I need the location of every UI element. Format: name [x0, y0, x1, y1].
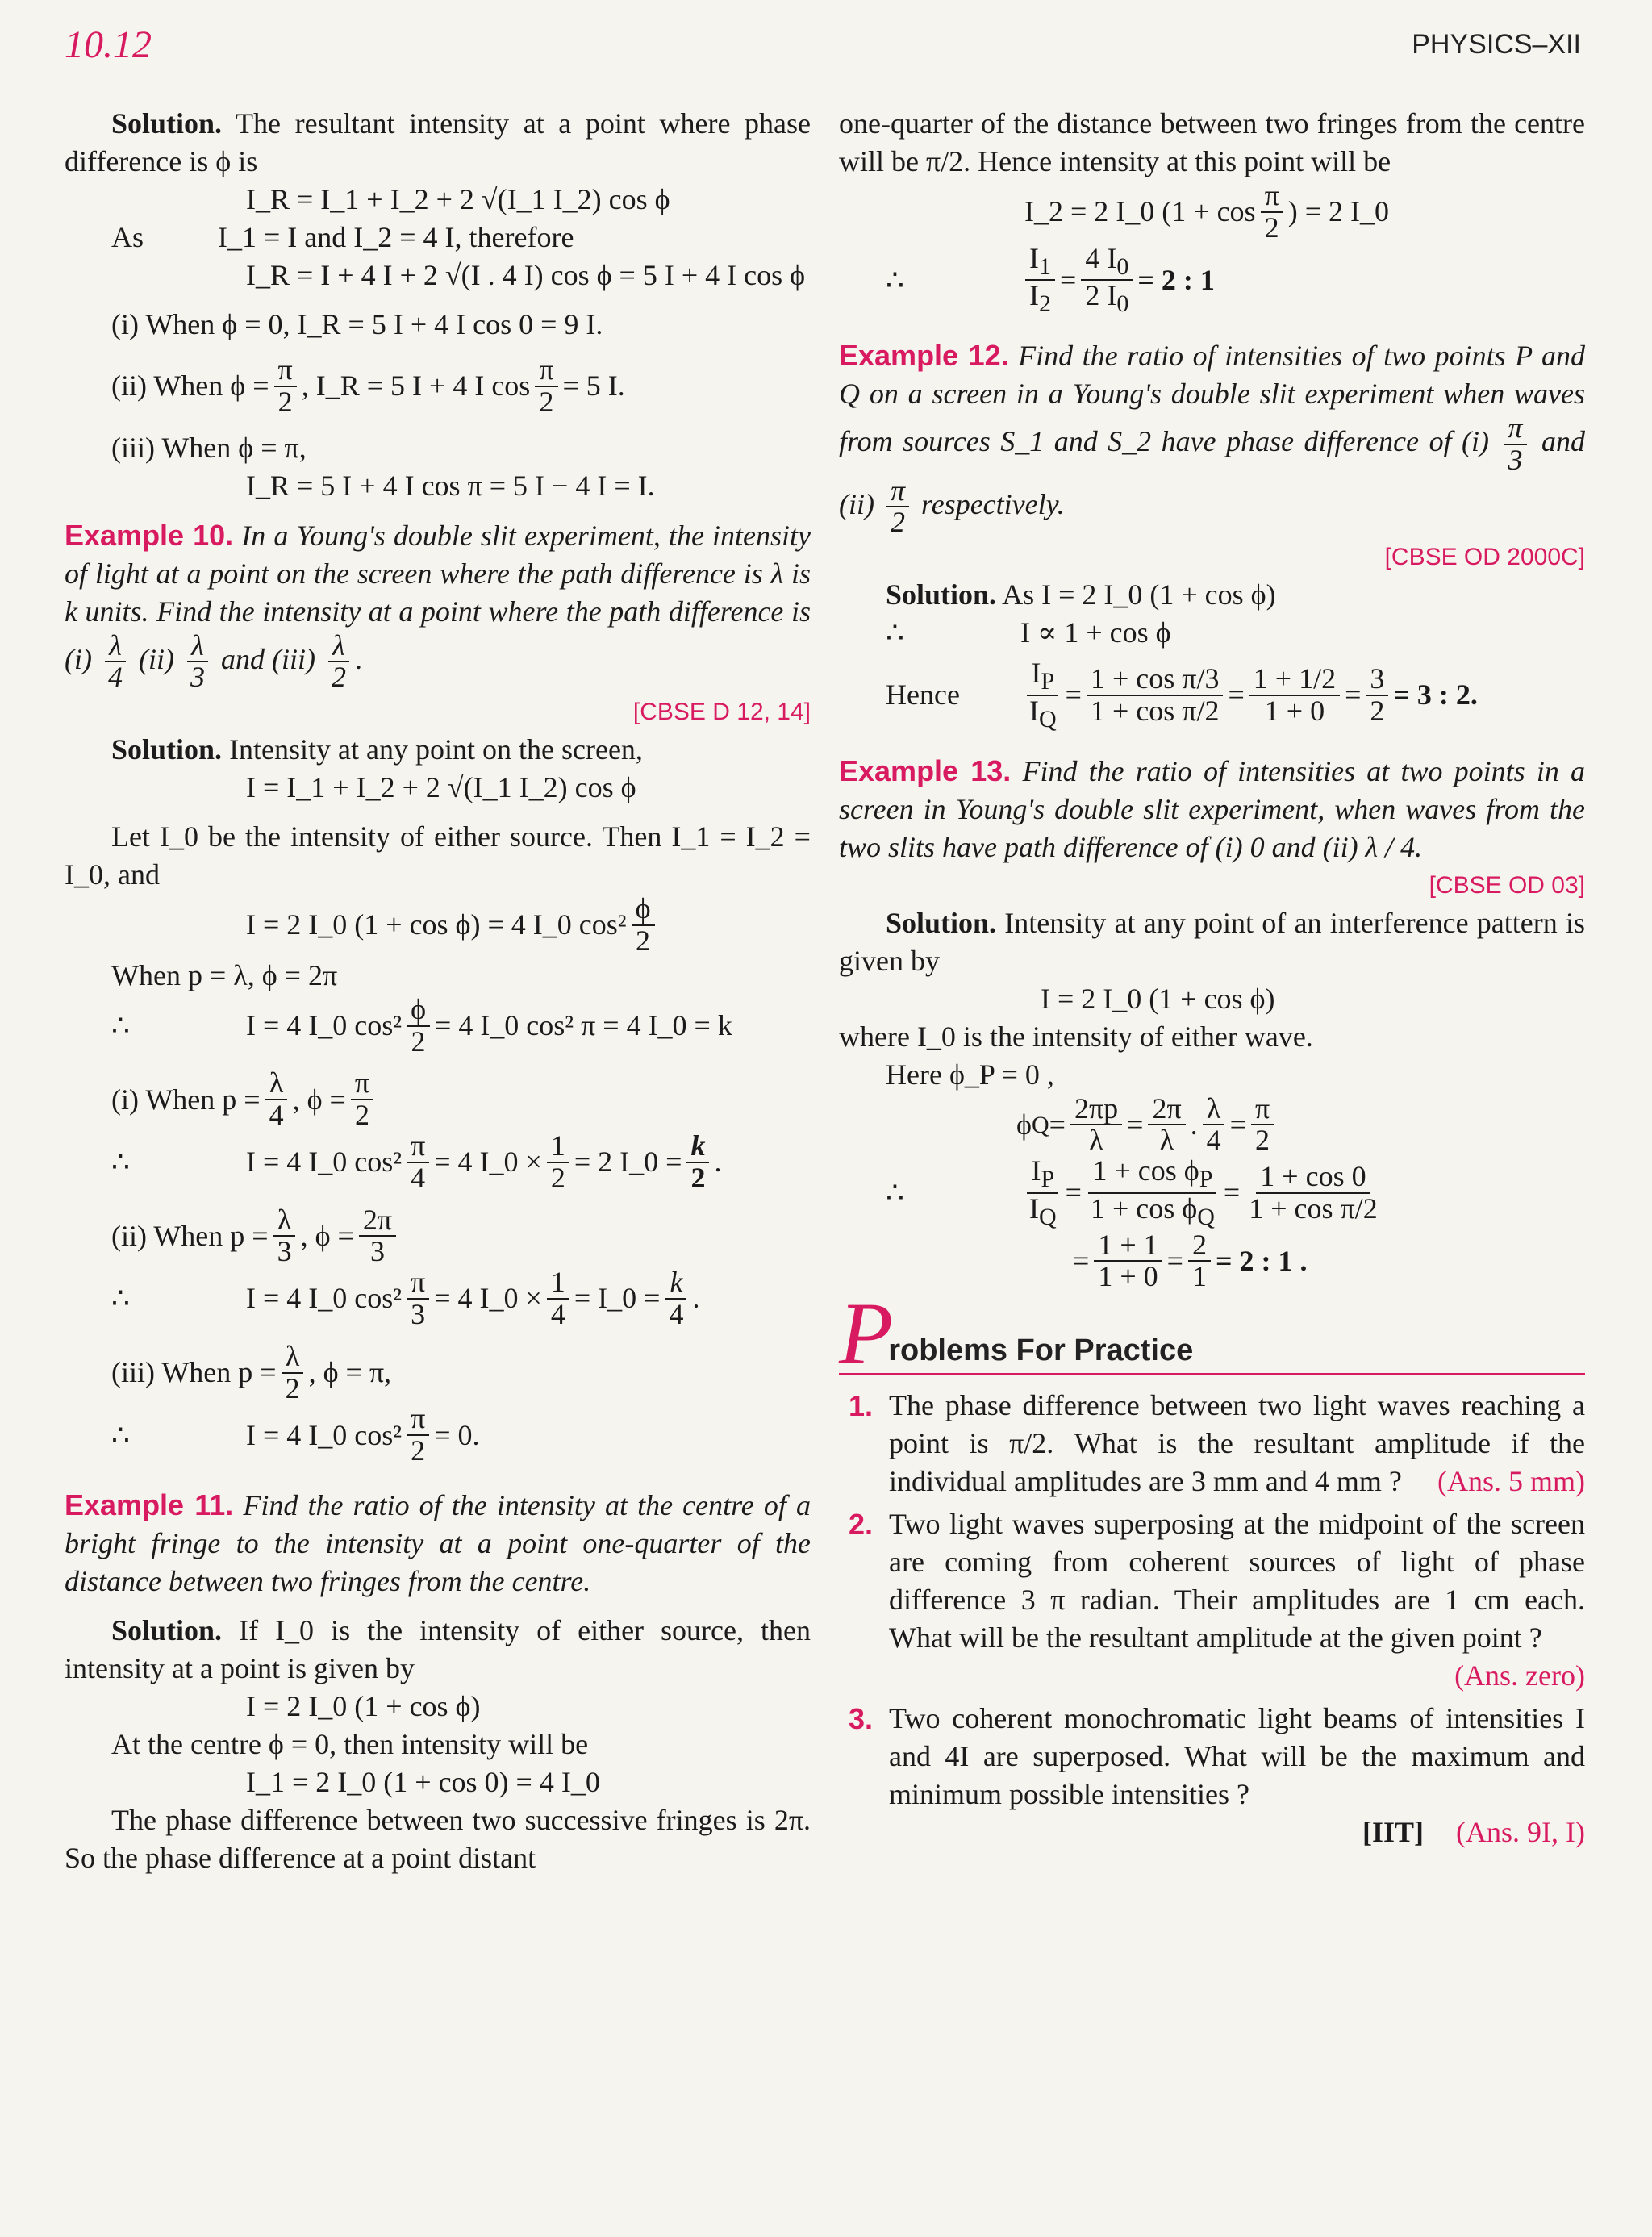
example-label: Example 13.	[839, 753, 1012, 787]
example-text: Find the ratio of intensities of two points P and Q on a screen in a Young's double slit experiment when waves from sources S_1 and S_2 have phase difference of (i)	[839, 339, 1586, 458]
example-12	[839, 336, 1585, 538]
paragraph: where I_0 is the intensity of either wave.	[839, 1020, 1313, 1053]
equation-text: I_2 = 2 I_0 (1 + cos	[1024, 195, 1256, 228]
equation-text: = 4 I_0 cos² π = 4 I_0 = k	[435, 1009, 732, 1042]
equation: ϕ Q = $\frac{2\pi p}{\lambda}$ = $\frac{2\pi}{\lambda}$ . $\frac{\lambda}{4}$ = $\frac{\pi}{2}$	[839, 1094, 1279, 1157]
fraction: $\frac{\lambda}{2}$	[327, 631, 350, 694]
problems-heading-text: roblems For Practice	[888, 1333, 1194, 1368]
hence-label: Hence	[886, 678, 960, 712]
fraction: $\frac{\phi}{2}$	[632, 894, 655, 957]
solution-text: If I_0 is the intensity of either source, then intensity at a point is given by	[65, 1613, 811, 1684]
example-text: In a Young's double slit experiment, the intensity of light at a point on the screen where the path difference is λ is k units. Find the intensity at a point where the path difference is (i)	[65, 519, 811, 675]
equation-text: = 0.	[434, 1418, 480, 1451]
decorative-initial: P	[839, 1284, 894, 1384]
case-text: , I_R = 5 I + 4 I cos	[301, 369, 531, 403]
equation-text: I = 4 I_0 cos²	[246, 1418, 403, 1451]
example-text: and (iii)	[220, 642, 315, 675]
equation: I_R = I_1 + I_2 + 2 √(I_1 I_2) cos ϕ	[246, 183, 670, 215]
case-line	[65, 355, 625, 418]
answer: (Ans. 9I, I)	[1456, 1816, 1585, 1849]
fraction: $\frac{\lambda}{4}$	[104, 631, 127, 694]
equation: I = 4 I_0 cos² $\frac{\pi}{4}$ = 4 I_0 × $\frac{1}{2}$ = 2 I_0 = $\frac{k}{2}$ .	[246, 1129, 722, 1194]
solution-text: Intensity at any point of an interference pattern is given by	[839, 906, 1585, 977]
problem-text: The phase difference between two light waves reaching a point is π/2. What is the resultant amplitude if the individual amplitudes are 3 mm and 4 mm ?	[889, 1389, 1585, 1498]
case-line: (i) When ϕ = 0, I_R = 5 I + 4 I cos 0 = 9 I.	[111, 308, 603, 340]
equation: I_2 = 2 I_0 (1 + cos $\frac{\pi}{2}$ ) = 2 I_0	[1024, 179, 1390, 244]
therefore-symbol: ∴	[886, 1176, 904, 1209]
solution-label: Solution.	[886, 906, 997, 939]
example-text: and (ii)	[839, 425, 1586, 520]
equation-text: I = 2 I_0 (1 + cos ϕ) = 4 I_0 cos²	[246, 908, 627, 941]
as-label: As	[111, 221, 144, 253]
reference-tag: [CBSE OD 2000C]	[1384, 544, 1585, 571]
therefore-symbol: ∴	[111, 1009, 130, 1042]
equation-text: = 4 I_0 ×	[434, 1282, 542, 1315]
equation: I = 2 I_0 (1 + cos ϕ)	[246, 1689, 481, 1722]
case-line: (iii) When p = $\frac{\lambda}{2}$ , ϕ = π,	[111, 1339, 392, 1404]
running-header: PHYSICS–XII	[1412, 29, 1581, 60]
heading-rule	[839, 1373, 1585, 1375]
therefore-symbol: ∴	[111, 1282, 130, 1315]
exam-tag: [IIT]	[1362, 1816, 1425, 1849]
example-text: respectively.	[921, 487, 1065, 520]
problem-number: 2.	[849, 1508, 874, 1542]
case-text: = 5 I.	[562, 369, 625, 403]
example-text: (ii)	[138, 642, 174, 675]
equation: I ∝ 1 + cos ϕ	[1020, 616, 1171, 649]
fraction: $\frac{\pi}{2}$	[274, 355, 297, 418]
therefore-symbol: ∴	[886, 616, 904, 649]
equation: $\frac{I_P}{I_Q}$ = $\frac{1 + \cos \phi_P}{1 + \cos \phi_Q}$ = $\frac{1 + \cos 0}{\text{1 + cos π/2}}$	[1020, 1156, 1387, 1229]
solution-paragraph	[839, 576, 1585, 614]
equation: I_R = 5 I + 4 I cos π = 5 I − 4 I = I.	[246, 469, 655, 502]
fraction: $\frac{\pi}{3}$	[1504, 413, 1527, 476]
left-column	[65, 105, 811, 1877]
equation: I = 4 I_0 cos² $\frac{\pi}{2}$ = 0.	[246, 1402, 480, 1467]
equation-text: ) = 2 I_0	[1287, 195, 1390, 228]
problem-text: Two light waves superposing at the midpoint of the screen are coming from coherent sources of light of phase difference 3 π radian. Their amplitudes are 1 cm each. What will be the resultant amplitude at the given point ?	[889, 1508, 1585, 1655]
equation: I_1 = I and I_2 = 4 I, therefore	[218, 221, 574, 253]
solution-label: Solution.	[111, 733, 223, 766]
paragraph: The phase difference between two successive fringes is 2π. So the phase difference at a point distant	[65, 1803, 811, 1874]
problem-item	[839, 1505, 1585, 1695]
case-line: (iii) When ϕ = π,	[111, 431, 307, 464]
problem-number: 3.	[849, 1702, 874, 1736]
equation: I = 2 I_0 (1 + cos ϕ)	[1041, 982, 1275, 1015]
solution-label: Solution.	[886, 578, 997, 611]
case-text: (ii) When p =	[111, 1219, 269, 1252]
example-13	[839, 752, 1585, 866]
problem-item	[839, 1387, 1585, 1500]
case-line: When p = λ, ϕ = 2π	[111, 958, 338, 991]
equation: = $\frac{1 + 1}{1 + 0}$ = $\frac{2}{1}$ = 2 : 1 .	[1073, 1228, 1308, 1293]
solution-paragraph	[839, 904, 1585, 980]
solution-paragraph	[65, 1612, 811, 1688]
therefore-symbol: ∴	[886, 263, 904, 296]
equation-text: I = 4 I_0 cos²	[246, 1009, 403, 1042]
example-11	[65, 1486, 811, 1601]
case-line: (i) When p = $\frac{\lambda}{4}$ , ϕ = $\frac{\pi}{2}$	[65, 1068, 378, 1131]
equation: I_1 = 2 I_0 (1 + cos 0) = 4 I_0	[246, 1765, 600, 1798]
page-number: 10.12	[65, 23, 152, 66]
fraction: $\frac{\pi}{2}$	[886, 476, 909, 539]
example-label: Example 12.	[839, 338, 1009, 372]
fraction: $\frac{\lambda}{3}$	[186, 631, 209, 694]
case-text: , ϕ =	[292, 1083, 346, 1116]
equation-text: = I_0 =	[574, 1282, 661, 1315]
equation: $\frac{I_P}{I_Q}$ = $\frac{\text{1 + cos π/3}}{\text{1 + cos π/2}}$ = $\frac{1 + 1/2}{1 + 0}$ = $\frac{3}{2}$ = 3 : 2.	[1020, 658, 1478, 732]
example-text: Find the ratio of intensities at two points in a screen in Young's double slit experiment, when waves from the two slits have path difference of (i) 0 and (ii) λ / 4.	[839, 754, 1585, 863]
equation: I = 4 I_0 cos² $\frac{\phi}{2}$ = 4 I_0 cos² π = 4 I_0 = k	[246, 992, 732, 1058]
problems-heading	[839, 1284, 1585, 1384]
case-text: (ii) When ϕ =	[111, 369, 269, 403]
solution-paragraph	[65, 731, 811, 769]
example-label: Example 11.	[65, 1488, 234, 1521]
equation	[65, 894, 660, 957]
equation-text: I = 4 I_0 cos²	[246, 1282, 403, 1315]
example-text: Find the ratio of the intensity at the centre of a bright fringe to the intensity at a point one-quarter of the distance between two fringes from the centre.	[65, 1488, 811, 1597]
problem-number: 1.	[849, 1389, 874, 1423]
solution-text: Intensity at any point on the screen,	[222, 733, 643, 766]
equation: I = I_1 + I_2 + 2 √(I_1 I_2) cos ϕ	[246, 771, 636, 804]
example-label: Example 10.	[65, 518, 234, 552]
equation-text: I = 4 I_0 cos²	[246, 1146, 403, 1179]
case-text: (iii) When p =	[111, 1356, 277, 1389]
equation-text: = 4 I_0 ×	[434, 1146, 542, 1179]
solution-label: Solution.	[111, 1613, 223, 1646]
case-text: , ϕ =	[300, 1219, 354, 1252]
ratio-result: = 2 : 1	[1137, 263, 1215, 296]
equation-text: = 2 I_0 =	[574, 1146, 682, 1179]
problem-item	[839, 1700, 1585, 1851]
equation: $\frac{I_1}{I_2}$ = $\frac{4 I_0}{2 I_0}$ = 2 : 1	[1020, 244, 1215, 317]
paragraph: one-quarter of the distance between two fringes from the centre will be π/2. Hence intensity at this point will be	[839, 107, 1585, 177]
paragraph: Here ϕ_P = 0 ,	[886, 1058, 1054, 1091]
equation: I = 4 I_0 cos² $\frac{\pi}{3}$ = 4 I_0 × $\frac{1}{4}$ = I_0 = $\frac{k}{4}$ .	[246, 1266, 700, 1330]
example-10: Example 10. In a Young's double slit experiment, the intensity of light at a point on the screen where the path difference is λ is k units. Find the intensity at a point where the path difference is (i) $\frac{\lambda}{4}$ (ii) $\frac{\lambda}{3}$ and (iii) $\frac{\lambda}{2}$ .	[65, 518, 811, 694]
right-column	[839, 105, 1585, 1856]
solution-text: As I = 2 I_0 (1 + cos ϕ)	[996, 578, 1276, 611]
case-text: , ϕ = π,	[308, 1356, 392, 1389]
case-line: (ii) When p = $\frac{\lambda}{3}$ , ϕ = $\frac{2\pi}{3}$	[65, 1205, 401, 1268]
paragraph: Let I_0 be the intensity of either source. Then I_1 = I_2 = I_0, and	[65, 820, 811, 891]
problem-text: Two coherent monochromatic light beams of intensities I and 4I are superposed. What will be the maximum and minimum possible intensities ?	[889, 1702, 1585, 1811]
answer: (Ans. 5 mm)	[1437, 1465, 1585, 1498]
solution-paragraph	[65, 105, 811, 181]
paragraph: At the centre ϕ = 0, then intensity will be	[111, 1727, 589, 1760]
ratio-result: = 3 : 2.	[1393, 678, 1478, 712]
therefore-symbol: ∴	[111, 1418, 130, 1451]
ratio-result: = 2 : 1 .	[1215, 1244, 1308, 1277]
answer: (Ans. zero)	[1454, 1659, 1585, 1692]
case-text: (i) When p =	[111, 1083, 261, 1116]
equation: I_R = I + 4 I + 2 √(I . 4 I) cos ϕ = 5 I + 4 I cos ϕ	[246, 259, 806, 291]
reference-tag: [CBSE D 12, 14]	[632, 699, 811, 726]
solution-label: Solution.	[111, 107, 223, 140]
reference-tag: [CBSE OD 03]	[1429, 871, 1585, 899]
solution-text: The resultant intensity at a point where phase difference is ϕ is	[65, 107, 811, 177]
fraction: $\frac{\pi}{2}$	[535, 355, 557, 418]
therefore-symbol: ∴	[111, 1146, 130, 1179]
